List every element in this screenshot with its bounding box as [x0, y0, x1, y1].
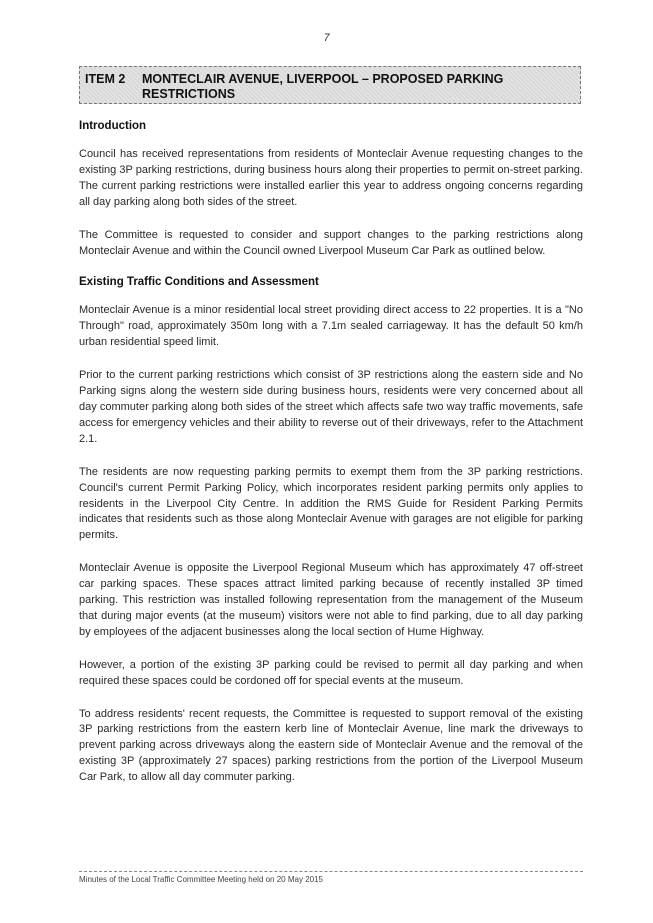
existing-paragraph-4: Monteclair Avenue is opposite the Liverpool Regional Museum which has approximately 47 off-street car parking spaces. These spaces attract limited parking because of recently installed 3P timed parking. This restriction was installed following representation from the management of the Museum that during major events (at the museum) visitors were not able to find parking, due to all day parking by employees of the adjacent businesses along the local section of Hume Highway.: [79, 562, 583, 638]
introduction-paragraph-1: Council has received representations from residents of Monteclair Avenue requesting changes to the existing 3P parking restrictions, during business hours along their properties to permit on-street parking. The current parking restrictions were installed earlier this year to address ongoing concerns regarding all day parking along both sides of the street.: [79, 148, 583, 208]
footer-text: Minutes of the Local Traffic Committee Meeting held on 20 May 2015: [79, 875, 323, 884]
item-title: MONTECLAIR AVENUE, LIVERPOOL – PROPOSED PARKING RESTRICTIONS: [142, 72, 504, 101]
introduction-paragraph-2: The Committee is requested to consider and support changes to the parking restrictions along Monteclair Avenue and within the Council owned Liverpool Museum Car Park as outlined below.: [79, 228, 583, 257]
document-body: [79, 120, 583, 803]
existing-paragraph-5: However, a portion of the existing 3P parking could be revised to permit all day parking and when required these spaces could be cordoned off for special events at the museum.: [79, 658, 583, 687]
existing-paragraph-1: Monteclair Avenue is a minor residential local street providing direct access to 22 properties. It is a "No Through" road, approximately 350m long with a 7.1m sealed carriageway. It has the default 50 km/h urban residential speed limit.: [79, 304, 583, 349]
existing-paragraph-2: Prior to the current parking restrictions which consist of 3P restrictions along the eastern side and No Parking signs along the western side during business hours, residents were very concerned about all day commuter parking along both sides of the street which affects safe two way traffic movements, safe access for emergency vehicles and their ability to reverse out of their driveways, refer to the Attachment 2.1.: [79, 369, 583, 445]
existing-paragraph-3: The residents are now requesting parking permits to exempt them from the 3P parking restrictions. Council's current Permit Parking Policy, which incorporates resident parking permits only applies to residents in the Liverpool City Centre. In addition the RMS Guide for Resident Parking Permits indicates that residents such as those along Monteclair Avenue with garages are not eligible for parking permits.: [79, 465, 583, 542]
item-number: ITEM 2: [85, 72, 126, 86]
footer-divider: [79, 871, 583, 872]
existing-paragraph-6: To address residents' recent requests, the Committee is requested to support removal of the existing 3P parking restrictions from the eastern kerb line of Monteclair Avenue, line mark the driveways to prevent parking across driveways along the eastern side of Monteclair Avenue and the removal of the existing 3P (approximately 27 spaces) parking restrictions from the portion of the Liverpool Museum Car Park, to allow all day commuter parking.: [79, 707, 583, 784]
existing-conditions-heading: Existing Traffic Conditions and Assessment: [79, 276, 319, 289]
page-number: 7: [323, 32, 330, 44]
introduction-heading: Introduction: [79, 120, 147, 132]
item-heading-box: [79, 66, 581, 104]
